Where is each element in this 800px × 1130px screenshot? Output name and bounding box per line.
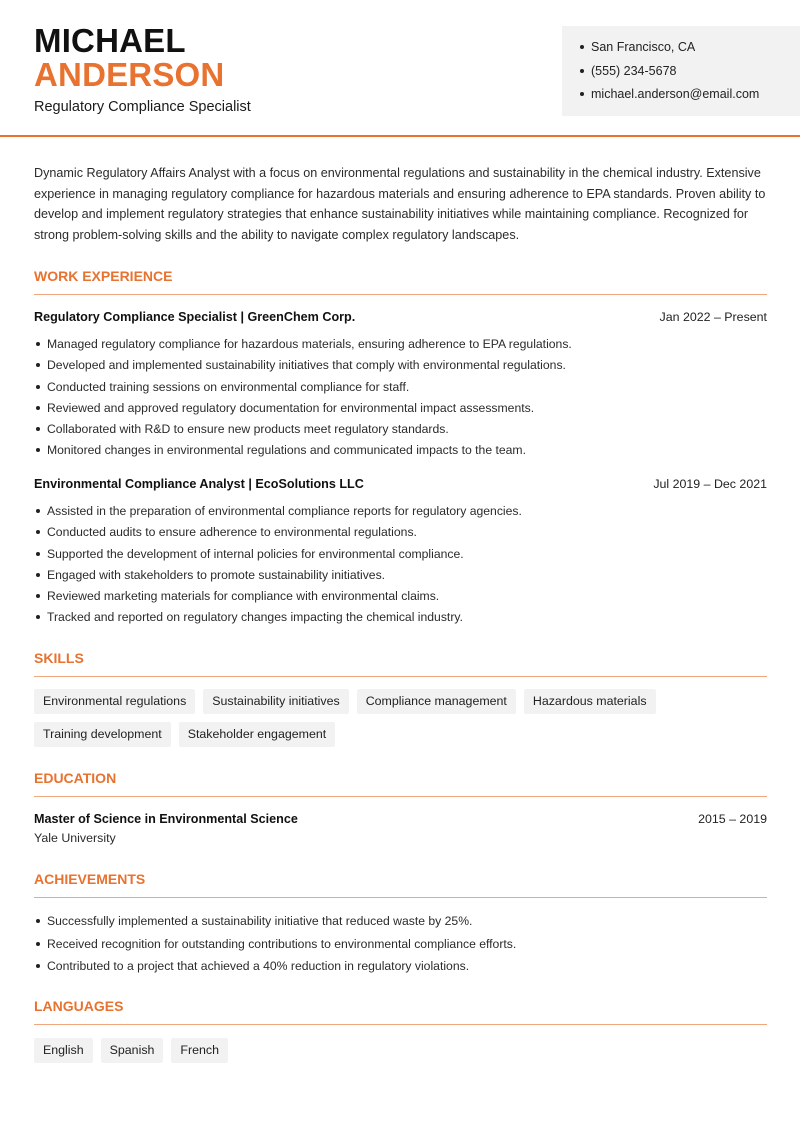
section-divider bbox=[34, 897, 767, 898]
language-tag: French bbox=[171, 1038, 228, 1063]
section-divider bbox=[34, 1024, 767, 1025]
education-entry bbox=[34, 812, 767, 826]
contact-email bbox=[578, 86, 759, 110]
contact-location bbox=[578, 39, 759, 63]
list-item-text: Contributed to a project that achieved a 40% reduction in regulatory violations. bbox=[47, 959, 470, 973]
skill-tag: Compliance management bbox=[357, 689, 516, 714]
section-title-skills: SKILLS bbox=[34, 650, 84, 666]
list-item-text: Assisted in the preparation of environmental compliance reports for regulatory agencies. bbox=[47, 504, 522, 518]
list-item-text: Conducted training sessions on environmental compliance for staff. bbox=[47, 379, 410, 394]
bullet-icon bbox=[36, 342, 40, 346]
bullet-icon bbox=[36, 530, 40, 534]
skill-tag: Stakeholder engagement bbox=[179, 722, 335, 747]
contact-box bbox=[562, 26, 800, 116]
education-dates: 2015 – 2019 bbox=[698, 812, 767, 826]
list-item-text: Collaborated with R&D to ensure new products meet regulatory standards. bbox=[47, 422, 449, 437]
list-item-text: Conducted audits to ensure adherence to environmental regulations. bbox=[47, 525, 417, 540]
bullet-icon bbox=[36, 406, 40, 410]
list-item bbox=[34, 357, 767, 378]
list-item-text: Received recognition for outstanding contributions to environmental compliance efforts. bbox=[47, 936, 517, 951]
list-item bbox=[34, 609, 767, 630]
job-dates: Jul 2019 – Dec 2021 bbox=[653, 477, 767, 491]
section-divider bbox=[34, 796, 767, 797]
job-2-bullets bbox=[34, 503, 767, 631]
list-item-text: Reviewed and approved regulatory documentation for environmental impact assessments. bbox=[47, 400, 535, 415]
bullet-icon bbox=[36, 448, 40, 452]
list-item bbox=[34, 567, 767, 588]
list-item bbox=[34, 421, 767, 442]
bullet-icon bbox=[36, 552, 40, 556]
list-item-text: Reviewed marketing materials for compliance with environmental claims. bbox=[47, 589, 440, 604]
school-name: Yale University bbox=[34, 831, 116, 845]
job-1-bullets bbox=[34, 336, 767, 464]
language-tag: Spanish bbox=[101, 1038, 164, 1063]
list-item-text: Supported the development of internal policies for environmental compliance. bbox=[47, 546, 464, 561]
list-item bbox=[34, 442, 767, 463]
bullet-icon bbox=[36, 594, 40, 598]
achievements-list bbox=[34, 913, 767, 981]
section-divider bbox=[34, 294, 767, 295]
contact-phone bbox=[578, 63, 759, 87]
list-item bbox=[34, 588, 767, 609]
list-item-text: Engaged with stakeholders to promote sustainability initiatives. bbox=[47, 567, 386, 582]
list-item bbox=[34, 336, 767, 357]
bullet-icon bbox=[36, 509, 40, 513]
resume-header bbox=[0, 0, 800, 137]
bullet-icon bbox=[36, 385, 40, 389]
job-entry-1 bbox=[34, 310, 767, 324]
section-title-languages: LANGUAGES bbox=[34, 998, 124, 1014]
list-item bbox=[34, 958, 767, 981]
list-item-text: Tracked and reported on regulatory changes impacting the chemical industry. bbox=[47, 610, 463, 625]
language-tag: English bbox=[34, 1038, 93, 1063]
bullet-icon bbox=[580, 69, 584, 73]
job-role: Environmental Compliance Analyst | EcoSolutions LLC bbox=[34, 477, 364, 491]
summary-text: Dynamic Regulatory Affairs Analyst with a focus on environmental regulations and sustainability in the chemical industry. Extensive experience in managing regulatory compliance for hazardous materials and ensuring adherence to EPA standards. Proven ability to develop and implement regulatory strategies that enhance sustainability initiatives while maintaining compliance. Recognized for strong problem-solving skills and the ability to navigate complex regulatory landscapes. bbox=[34, 166, 766, 242]
skill-tag: Sustainability initiatives bbox=[203, 689, 348, 714]
list-item bbox=[34, 936, 767, 959]
list-item-text: Successfully implemented a sustainability initiative that reduced waste by 25%. bbox=[47, 914, 473, 928]
list-item bbox=[34, 546, 767, 567]
contact-list bbox=[578, 39, 759, 110]
skill-tag: Environmental regulations bbox=[34, 689, 195, 714]
job-role: Regulatory Compliance Specialist | GreenChem Corp. bbox=[34, 310, 356, 324]
bullet-icon bbox=[36, 427, 40, 431]
job-dates: Jan 2022 – Present bbox=[659, 310, 767, 324]
bullet-icon bbox=[36, 964, 40, 968]
job-title: Regulatory Compliance Specialist bbox=[34, 99, 251, 115]
list-item-text: Managed regulatory compliance for hazardous materials, ensuring adherence to EPA regulations. bbox=[47, 337, 572, 351]
list-item-text: Developed and implemented sustainability initiatives that comply with environmental regulations. bbox=[47, 358, 566, 373]
language-tags bbox=[34, 1038, 767, 1063]
contact-location-text: San Francisco, CA bbox=[591, 40, 696, 54]
section-title-education: EDUCATION bbox=[34, 770, 117, 786]
section-divider bbox=[34, 676, 767, 677]
bullet-icon bbox=[36, 942, 40, 946]
list-item-text: Monitored changes in environmental regulations and communicated impacts to the team. bbox=[47, 443, 526, 458]
list-item bbox=[34, 913, 767, 936]
list-item bbox=[34, 379, 767, 400]
contact-phone-text: (555) 234-5678 bbox=[591, 63, 677, 78]
bullet-icon bbox=[36, 615, 40, 619]
bullet-icon bbox=[36, 363, 40, 367]
bullet-icon bbox=[36, 573, 40, 577]
bullet-icon bbox=[36, 919, 40, 923]
skills-tags bbox=[34, 689, 767, 747]
list-item bbox=[34, 524, 767, 545]
bullet-icon bbox=[580, 45, 584, 49]
list-item bbox=[34, 503, 767, 524]
contact-email-text: michael.anderson@email.com bbox=[591, 87, 760, 101]
skill-tag: Training development bbox=[34, 722, 171, 747]
skill-tag: Hazardous materials bbox=[524, 689, 656, 714]
bullet-icon bbox=[580, 92, 584, 96]
first-name: MICHAEL bbox=[34, 22, 186, 59]
last-name: ANDERSON bbox=[34, 56, 225, 93]
job-entry-2 bbox=[34, 477, 767, 491]
list-item bbox=[34, 400, 767, 421]
section-title-work: WORK EXPERIENCE bbox=[34, 268, 173, 284]
degree-name: Master of Science in Environmental Science bbox=[34, 812, 298, 826]
section-title-achievements: ACHIEVEMENTS bbox=[34, 871, 146, 887]
